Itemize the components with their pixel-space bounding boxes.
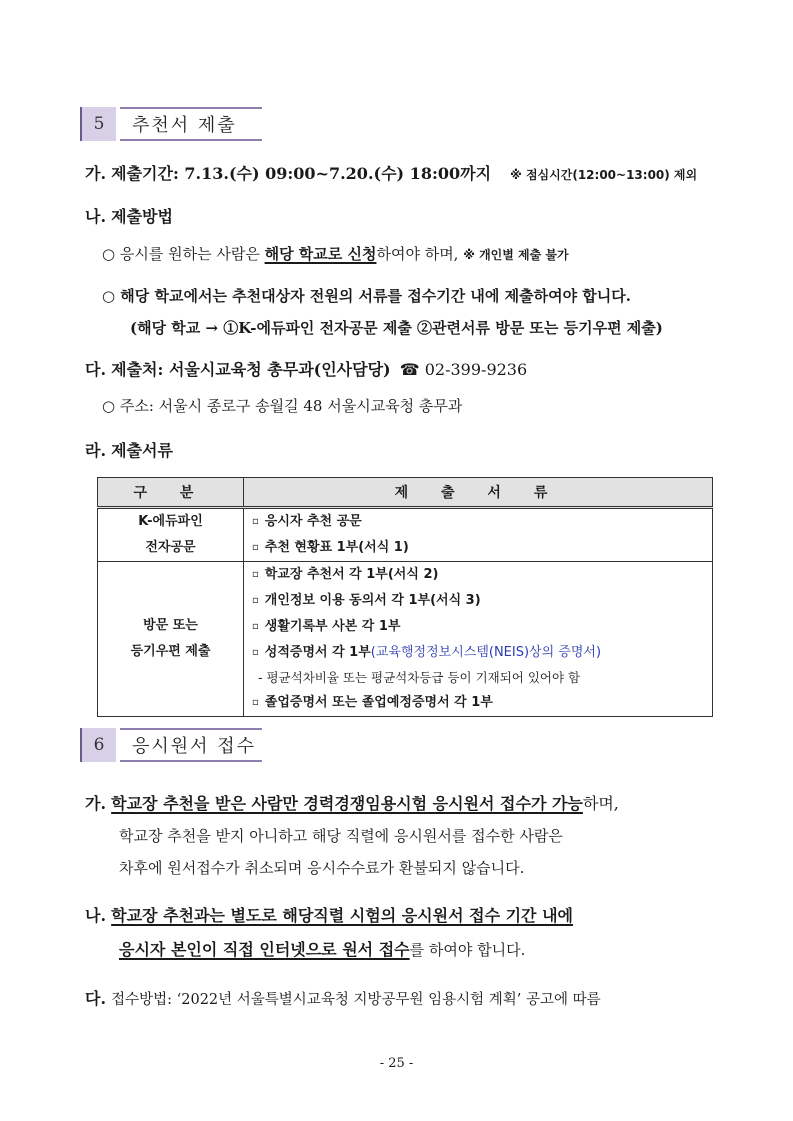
s5-ra-line — [85, 438, 173, 461]
s5-na-item1 — [102, 243, 569, 264]
s5-na-item1-note: ※ 개인별 제출 불가 — [463, 248, 569, 262]
s6-ga-line1 — [85, 791, 619, 814]
row2-category-line1: 방문 또는 — [143, 618, 198, 633]
s6-da-text: 접수방법: ‘2022년 서울특별시교육청 지방공무원 임용시험 계획’ 공고에 따름 — [111, 992, 601, 1008]
section-6-title: 응시원서 접수 — [120, 728, 262, 762]
s5-da-marker: 다. — [85, 360, 107, 379]
s6-na-line2 — [119, 937, 525, 960]
s5-na-text: 제출방법 — [111, 207, 173, 226]
section-5-title: 추천서 제출 — [120, 107, 262, 141]
row1-category-line2: 전자공문 — [145, 540, 196, 555]
row2-item — [252, 690, 712, 716]
section-5-number: 5 — [80, 107, 116, 141]
row1-item-text: 응시자 추천 공문 — [264, 514, 362, 529]
s5-na-item2-sub: (해당 학교 → ①K-에듀파인 전자공문 제출 ②관련서류 방문 또는 등기우편 제출) — [130, 319, 663, 337]
s6-na-line1 — [85, 903, 573, 926]
row1-items — [244, 508, 713, 562]
row2-item — [252, 640, 712, 666]
s5-ra-text: 제출서류 — [111, 441, 173, 460]
row2-item — [252, 562, 712, 588]
s5-ra-marker: 라. — [85, 441, 107, 460]
s6-na-bold1: 학교장 추천과는 별도로 해당직렬 시험의 응시원서 접수 기간 내에 — [111, 906, 574, 925]
s6-ga-marker: 가. — [85, 794, 107, 813]
bullet-icon: ▫ — [252, 516, 259, 527]
row2-item-text: 개인정보 이용 동의서 각 1부(서식 3) — [264, 593, 481, 608]
s5-na-item2: ○ 해당 학교에서는 추천대상자 전원의 서류를 접수기간 내에 제출하여야 합니다. — [102, 287, 631, 305]
s5-na-item1-bold: 해당 학교로 신청 — [264, 245, 377, 263]
table-header-documents: 제 출 서 류 — [244, 478, 713, 508]
row2-item-text: 학교장 추천서 각 1부(서식 2) — [264, 567, 439, 582]
row2-item-text: 생활기록부 사본 각 1부 — [264, 619, 401, 634]
table-header-category: 구 분 — [98, 478, 244, 508]
s5-na-marker: 나. — [85, 207, 107, 226]
s5-da-address: ○ 주소: 서울시 종로구 송월길 48 서울시교육청 총무과 — [102, 397, 463, 415]
row1-item — [252, 535, 712, 561]
s6-na-marker: 나. — [85, 906, 107, 925]
row1-item — [252, 509, 712, 535]
bullet-icon: ▫ — [252, 569, 259, 580]
s5-da-text: 제출처: 서울시교육청 총무과(인사담당) — [111, 360, 391, 379]
s5-ga-marker: 가. — [85, 164, 107, 183]
bullet-icon: ▫ — [252, 621, 259, 632]
s6-ga-bold: 학교장 추천을 받은 사람만 경력경쟁임용시험 응시원서 접수가 가능 — [111, 794, 583, 813]
s6-ga-line3: 차후에 원서접수가 취소되며 응시수수료가 환불되지 않습니다. — [119, 859, 525, 877]
bullet-icon: ▫ — [252, 647, 259, 658]
row2-item-neis-note: (교육행정정보시스템(NEIS)상의 증명서) — [370, 645, 602, 660]
row2-category-line2: 등기우편 제출 — [130, 644, 211, 659]
row2-item — [252, 614, 712, 640]
bullet-icon: ▫ — [252, 697, 259, 708]
s6-ga-post: 하며, — [582, 794, 619, 813]
s6-na-bold2: 응시자 본인이 직접 인터넷으로 원서 접수 — [119, 940, 410, 959]
row2-item — [252, 588, 712, 614]
bullet-icon: ▫ — [252, 595, 259, 606]
s6-da-marker: 다. — [85, 989, 107, 1008]
section-6-number: 6 — [80, 728, 116, 762]
table-row — [98, 508, 713, 562]
s5-da-line — [85, 357, 527, 380]
s6-da-line — [85, 986, 601, 1009]
table-row — [98, 562, 713, 717]
s5-da-phone: 02-399-9236 — [424, 360, 528, 379]
s6-na-post: 를 하여야 합니다. — [409, 941, 526, 959]
row2-item-subnote: - 평균석차비율 또는 평균석차등급 등이 기재되어 있어야 함 — [258, 670, 581, 685]
row1-item-text: 추천 현황표 1부(서식 1) — [264, 540, 409, 555]
s5-ga-note: ※ 점심시간(12:00~13:00) 제외 — [510, 168, 698, 182]
s5-ga-text: 제출기간: 7.13.(수) 09:00~7.20.(수) 18:00까지 — [111, 164, 492, 183]
page-number: - 25 - — [379, 1056, 414, 1071]
row2-item-text: 졸업증명서 또는 졸업예정증명서 각 1부 — [264, 695, 493, 710]
s6-ga-line2: 학교장 추천을 받지 아니하고 해당 직렬에 응시원서를 접수한 사람은 — [119, 827, 563, 845]
s5-ga-line — [85, 161, 697, 184]
row2-items — [244, 562, 713, 717]
row1-category — [98, 508, 244, 562]
s5-na-item1-pre: ○ 응시를 원하는 사람은 — [102, 245, 265, 263]
documents-table — [97, 477, 713, 717]
row1-category-line1: K-에듀파인 — [138, 514, 203, 529]
s5-na-item1-post: 하여야 하며, — [376, 245, 464, 263]
row2-category — [98, 562, 244, 717]
bullet-icon: ▫ — [252, 542, 259, 553]
table-header-row — [98, 478, 713, 508]
s5-na-line — [85, 204, 173, 227]
phone-icon: ☎ — [399, 360, 420, 379]
row2-item-text: 성적증명서 각 1부 — [264, 645, 371, 660]
